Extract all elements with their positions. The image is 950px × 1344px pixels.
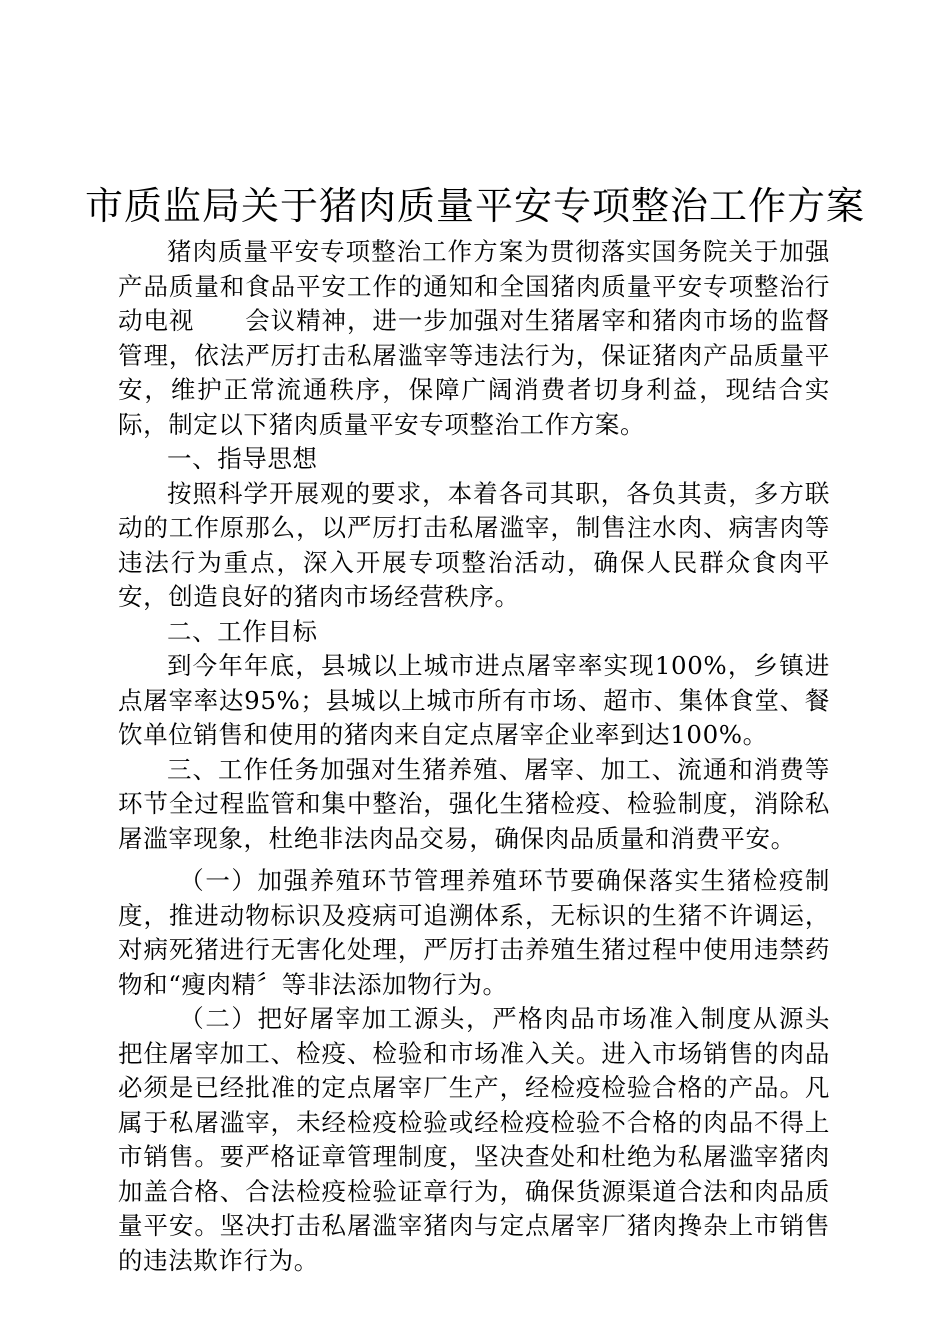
section-heading-guiding-ideology: 一、指导思想: [167, 444, 318, 473]
subsection-slaughter-paragraph: （二）把好屠宰加工源头，严格肉品市场准入制度从源头把住屠宰加工、检疫、检验和市场准入关。进入市场销售的肉品必须是已经批准的定点屠宰厂生产，经检疫检验合格的产品。凡属于私屠滥宰，未经检疫检验或经检疫检验不合格的肉品不得上市销售。要严格证章管理制度，坚决查处和杜绝为私屠滥宰猪肉加盖合格、合法检疫检验证章行为，确保货源渠道合法和肉品质量平安。坚决打击私屠滥宰猪肉与定点屠宰厂猪肉搀杂上市销售的违法欺诈行为。: [118, 1004, 830, 1275]
guiding-ideology-paragraph: 按照科学开展观的要求，本着各司其职，各负其责，多方联动的工作原那么，以严厉打击私屠滥宰，制售注水肉、病害肉等违法行为重点，深入开展专项整治活动，确保人民群众食肉平安，创造良好的猪肉市场经营秩序。: [118, 478, 830, 611]
document-title: 市质监局关于猪肉质量平安专项整治工作方案: [84, 184, 865, 228]
work-goals-paragraph: 到今年年底，县城以上城市进点屠宰率实现100%，乡镇进点屠宰率达95%；县城以上城市所有市场、超市、集体食堂、餐饮单位销售和使用的猪肉来自定点屠宰企业率到达100%。: [118, 651, 830, 749]
section-heading-work-goals: 二、工作目标: [167, 616, 318, 646]
document-body: [118, 235, 830, 1278]
subsection-breeding-paragraph: （一）加强养殖环节管理养殖环节要确保落实生猪检疫制度，推进动物标识及疫病可追溯体系，无标识的生猪不许调运，对病死猪进行无害化处理，严厉打击养殖生猪过程中使用违禁药物和“瘦肉精〞等非法添加物行为。: [118, 866, 830, 999]
intro-paragraph: 猪肉质量平安专项整治工作方案为贯彻落实国务院关于加强产品质量和食品平安工作的通知和全国猪肉质量平安专项整治行动电视 会议精神，进一步加强对生猪屠宰和猪肉市场的监督管理，依法严厉打击私屠滥宰等违法行为，保证猪肉产品质量平安，维护正常流通秩序，保障广阔消费者切身利益，现结合实际，制定以下猪肉质量平安专项整治工作方案。: [118, 237, 830, 439]
work-tasks-paragraph: 三、工作任务加强对生猪养殖、屠宰、加工、流通和消费等环节全过程监管和集中整治，强化生猪检疫、检验制度，消除私屠滥宰现象，杜绝非法肉品交易，确保肉品质量和消费平安。: [118, 754, 830, 853]
